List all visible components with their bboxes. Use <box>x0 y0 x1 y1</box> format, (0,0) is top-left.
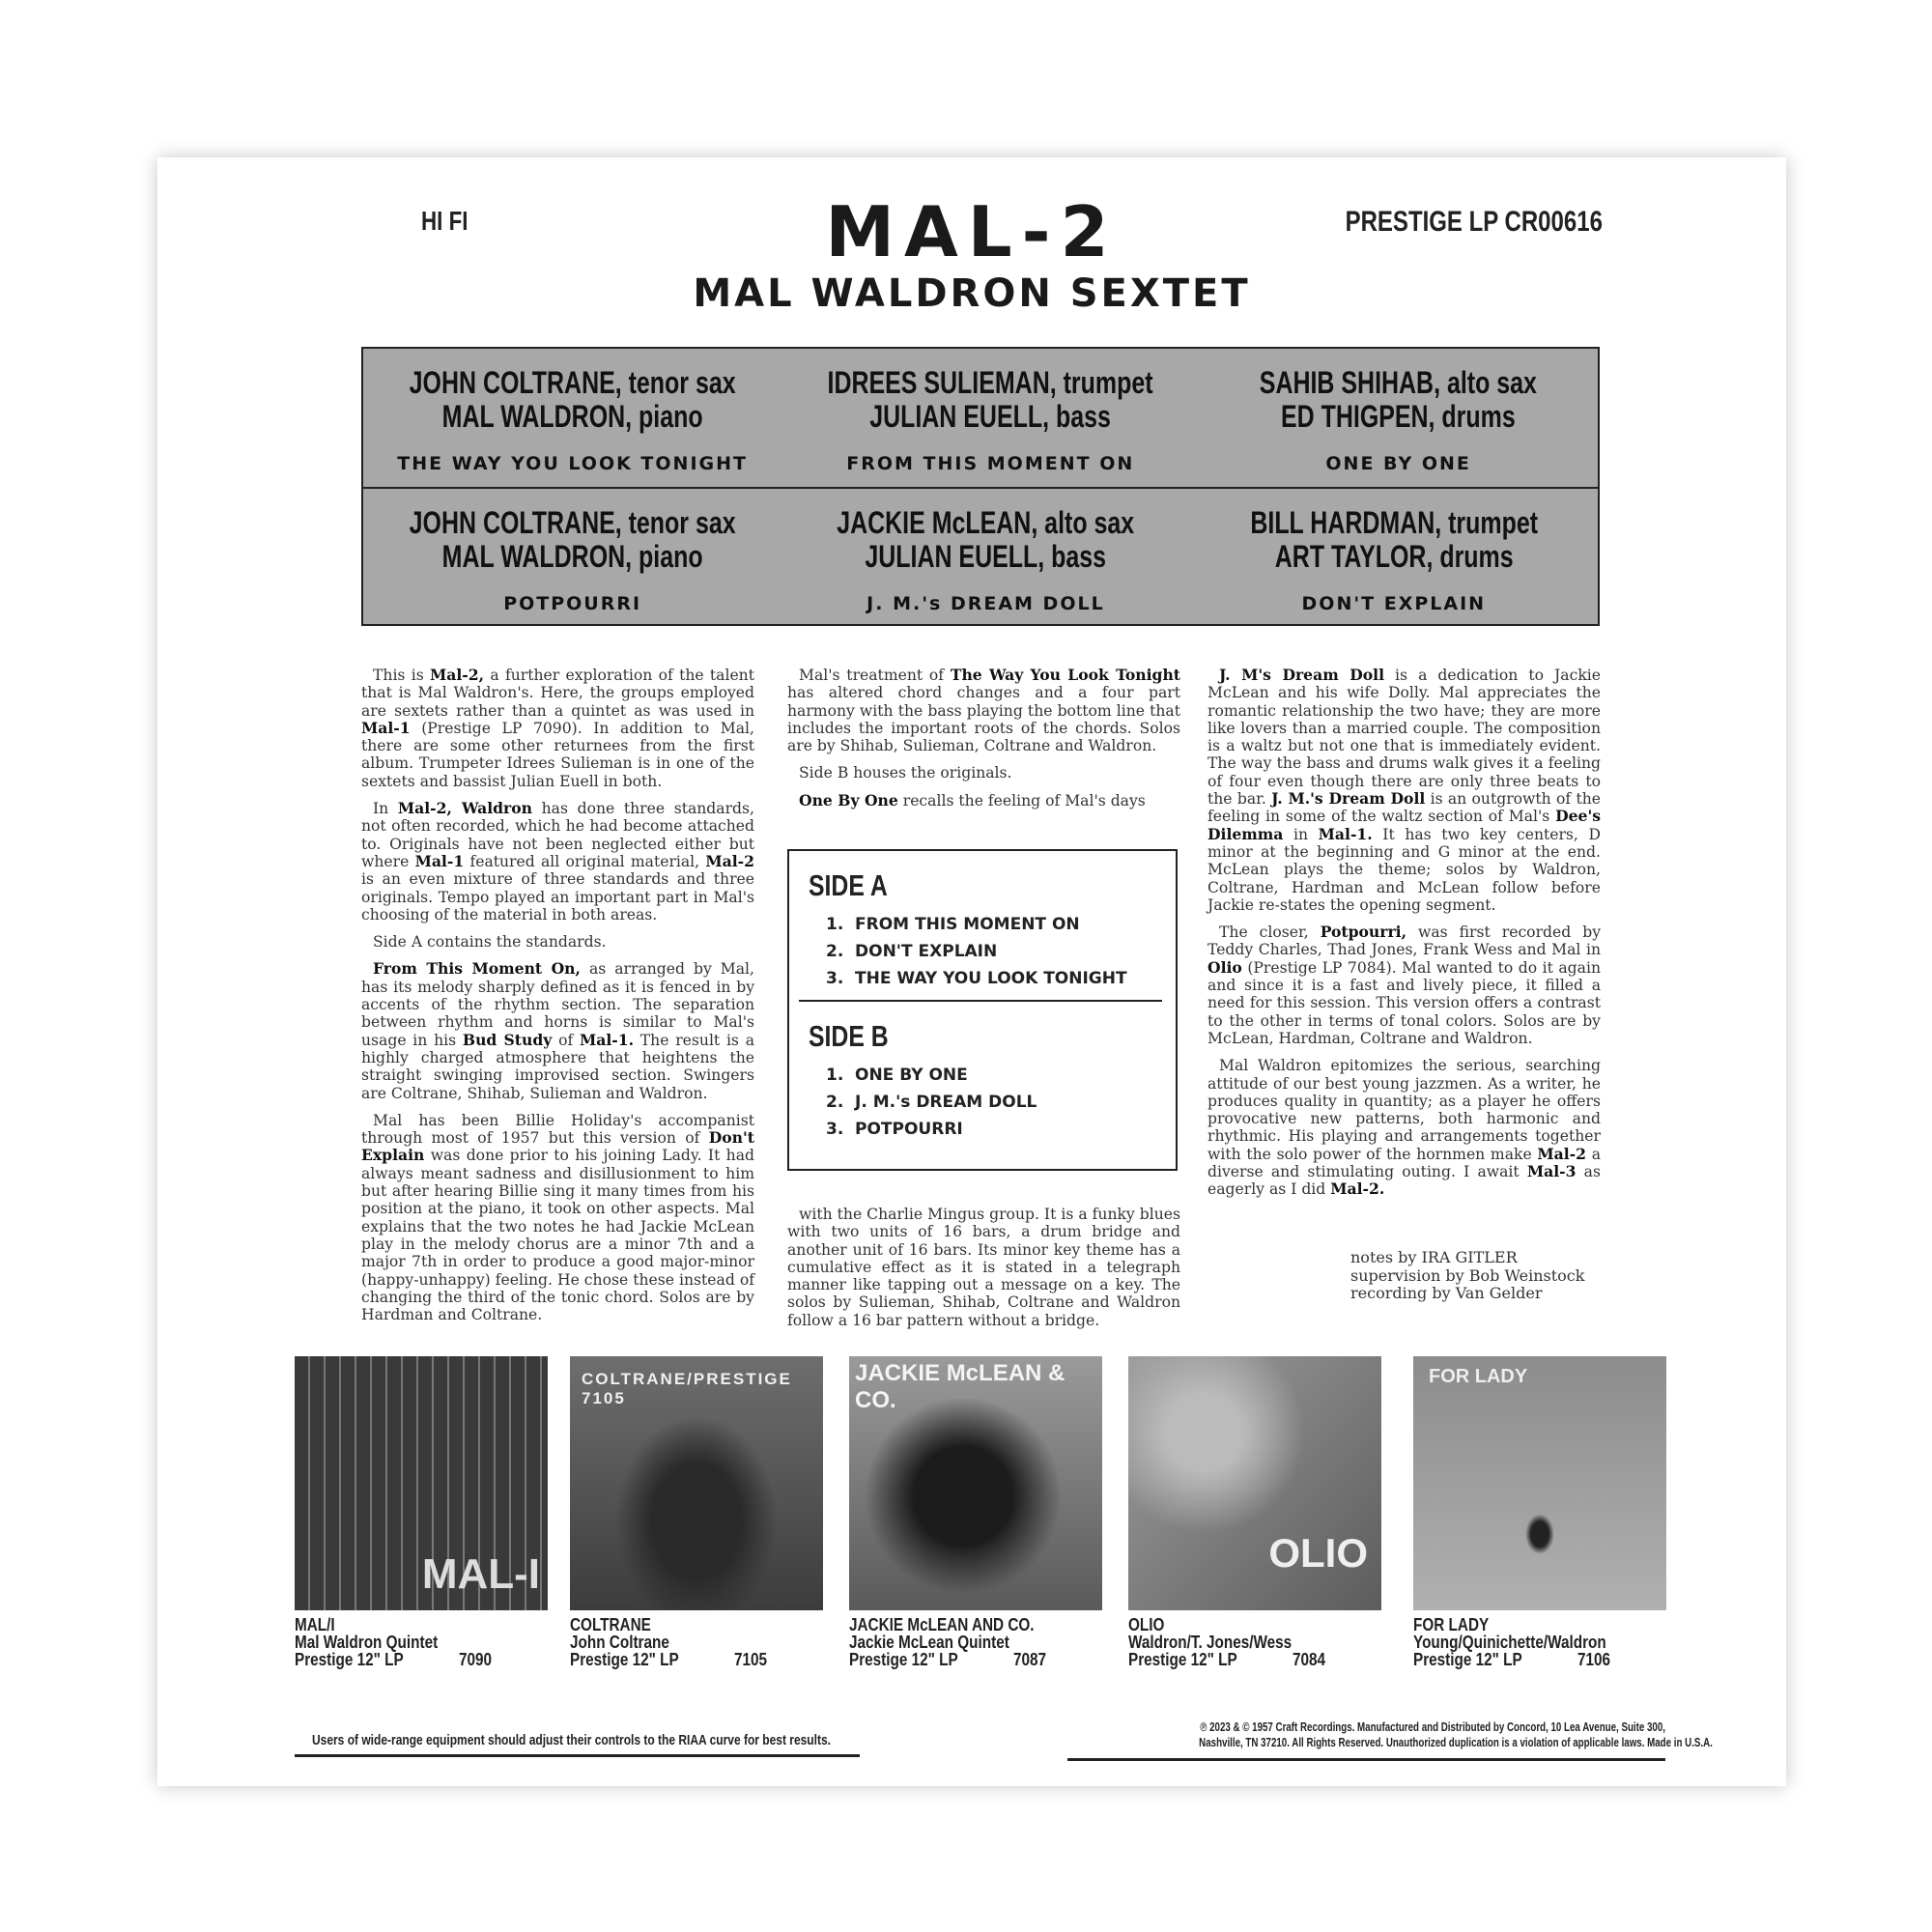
credits <box>1350 1249 1584 1303</box>
album-artist: Jackie McLean Quintet <box>849 1633 1009 1652</box>
track <box>826 965 1176 992</box>
tune-title: J. M.'s DREAM DOLL <box>867 593 1105 614</box>
track-number: 2. <box>826 942 844 961</box>
riaa-notice <box>295 1732 860 1757</box>
text-run: a further exploration of the talent that is Mal Waldron's. Here, the groups employed are sextets rather than a quintet as was used in <box>361 667 754 720</box>
cover-lettering: FOR LADY <box>1429 1366 1528 1387</box>
liner-notes-paragraph <box>361 1112 754 1324</box>
text-run: It has two key centers, D minor at the beginning and G minor at the end. McLean plays the theme; solos by Waldron, Coltrane, Hardman and McLean follow before Jackie re-states the opening segment. <box>1208 825 1601 914</box>
album-title: FOR LADY <box>1413 1615 1490 1634</box>
liner-notes-paragraph <box>1208 1057 1601 1198</box>
liner-notes-paragraph <box>361 667 754 790</box>
album-number: 7106 <box>1577 1650 1610 1669</box>
album-cover-image <box>849 1356 1102 1610</box>
album-title: MAL/I <box>295 1615 335 1634</box>
track-number: 1. <box>826 1065 844 1085</box>
album-card <box>1128 1356 1381 1668</box>
emphasis-text: Mal-1 <box>414 851 465 870</box>
text-run: is an outgrowth of the feeling in some of the waltz section of Mal's <box>1208 790 1601 826</box>
track <box>826 938 1176 965</box>
emphasis-text: Mal-2. <box>1330 1179 1385 1199</box>
emphasis-text: Don't Explain <box>361 1128 754 1165</box>
side-a-tracks <box>826 911 1176 992</box>
musician: JOHN COLTRANE, tenor sax <box>409 365 736 400</box>
album-caption <box>570 1616 825 1668</box>
album-cover-image <box>1413 1356 1666 1610</box>
text-run: (Prestige LP 7084). Mal wanted to do it again and since it is a fast and lively piece, it filled a need for this session. This version offers a contrast to the other in terms of tonal colors. Solos are by McLean, Hardman, Coltrane and Waldron. <box>1208 958 1601 1047</box>
tune-title: DON'T EXPLAIN <box>1301 593 1487 614</box>
text-run: in <box>1283 825 1319 843</box>
musician: ART TAYLOR, drums <box>1274 539 1514 574</box>
cover-lettering: JACKIE McLEAN & CO. <box>855 1360 1065 1413</box>
emphasis-text: J. M's Dream Doll <box>1219 666 1384 684</box>
liner-notes-paragraph <box>787 1206 1180 1329</box>
emphasis-text: Mal-3 <box>1526 1162 1577 1181</box>
text-run: a diverse and stimulating outing. I await <box>1208 1145 1601 1181</box>
liner-notes-column-2-continued <box>787 1206 1180 1339</box>
emphasis-text: Bud Study <box>462 1030 553 1049</box>
tune-title: FROM THIS MOMENT ON <box>846 453 1135 474</box>
musician: IDREES SULIEMAN, trumpet <box>827 365 1153 400</box>
text-run: is a dedication to Jackie McLean and his wife Dolly. Mal appreciates the romantic relationship the two have; they are more like lovers than a married couple. The composition is a waltz but not one that is immediately evident. The way the bass and drums walk gives it a feeling of four even though there are only three beats to the bar. <box>1208 667 1601 809</box>
cover-lettering: OLIO <box>1268 1530 1368 1576</box>
text-run: In <box>373 800 398 818</box>
personnel-cell <box>363 489 781 627</box>
side-a-heading: SIDE A <box>809 868 888 902</box>
text-run: Mal's treatment of <box>799 667 951 684</box>
emphasis-text: Potpourri, <box>1320 923 1407 942</box>
musician: JOHN COLTRANE, tenor sax <box>409 505 736 540</box>
album-card <box>295 1356 548 1668</box>
personnel-row <box>363 487 1598 627</box>
emphasis-text: Mal-2 <box>705 851 754 870</box>
text-run: as arranged by Mal, has its melody sharply defined as it is fenced in by accents of the rhythm section. The separation between rhythm and horns is similar to Mal's usage in his <box>361 960 754 1049</box>
musician: MAL WALDRON, piano <box>441 539 703 574</box>
text-run: The closer, <box>1219 923 1321 942</box>
liner-notes-paragraph <box>361 800 754 923</box>
album-format: Prestige 12" LP <box>570 1650 679 1669</box>
album-caption <box>1128 1616 1383 1668</box>
emphasis-text: One By One <box>799 790 898 810</box>
personnel-cell <box>1190 489 1598 627</box>
musician: JULIAN EUELL, bass <box>869 399 1112 434</box>
text-run: is an even mixture of three standards and three originals. Tempo played an important part in Mal's choosing of the material in both areas. <box>361 870 754 923</box>
credit-supervision: supervision by Bob Weinstock <box>1350 1265 1585 1285</box>
album-number: 7105 <box>733 1650 767 1669</box>
emphasis-text: The Way You Look Tonight <box>950 666 1180 684</box>
album-card <box>1413 1356 1666 1668</box>
track-title: FROM THIS MOMENT ON <box>855 915 1080 934</box>
text-run: was first recorded by Teddy Charles, Thad Jones, Frank Wess and Mal in <box>1208 923 1601 959</box>
text-run: was done prior to his joining Lady. It had always meant sadness and disillusionment to him but after hearing Billie sing it many times from his position at the piano, it took on other aspects. Mal explains that the two notes he had Jackie McLean play in the melody chorus are a minor 7th and a major 7th in order to produce a good major-minor (happy-unhappy) feeling. He chose these instead of changing the third of the tonic chord. Solos are by Hardman and Coltrane. <box>361 1147 754 1324</box>
text-run: of <box>552 1031 580 1049</box>
hifi-label: HI FI <box>421 206 469 236</box>
album-caption <box>849 1616 1104 1668</box>
divider <box>799 1000 1162 1002</box>
album-caption <box>295 1616 550 1668</box>
album-format: Prestige 12" LP <box>295 1650 404 1669</box>
album-cover-image <box>295 1356 548 1610</box>
album-artist: Young/Quinichette/Waldron <box>1413 1633 1606 1652</box>
tune-title: THE WAY YOU LOOK TONIGHT <box>397 453 748 474</box>
track-title: J. M.'s DREAM DOLL <box>855 1093 1037 1112</box>
album-back-cover <box>157 157 1786 1786</box>
track-number: 3. <box>826 1120 844 1139</box>
liner-notes-paragraph <box>1208 667 1601 914</box>
personnel-cell <box>363 349 781 487</box>
emphasis-text: Mal-2, <box>430 666 485 684</box>
album-artist: John Coltrane <box>570 1633 669 1652</box>
liner-notes-paragraph <box>787 667 1180 754</box>
emphasis-text: From This Moment On, <box>373 959 581 979</box>
album-format: Prestige 12" LP <box>1413 1650 1522 1669</box>
track-title: ONE BY ONE <box>855 1065 968 1085</box>
liner-notes-column-3 <box>1208 667 1601 1208</box>
track-title: POTPOURRI <box>855 1120 963 1139</box>
liner-notes-paragraph <box>361 960 754 1101</box>
album-title: OLIO <box>1128 1615 1165 1634</box>
album-format: Prestige 12" LP <box>849 1650 958 1669</box>
liner-notes-paragraph <box>787 764 1180 781</box>
legal-line: ℗ 2023 & © 1957 Craft Recordings. Manufactured and Distributed by Concord, 10 Lea Avenue, Suite 300, <box>1200 1720 1665 1734</box>
emphasis-text: Olio <box>1208 957 1242 977</box>
riaa-text: Users of wide-range equipment should adjust their controls to the RIAA curve for best results. <box>312 1732 831 1748</box>
album-title: JACKIE McLEAN AND CO. <box>849 1615 1035 1634</box>
legal-line: Nashville, TN 37210. All Rights Reserved. Unauthorized duplication is a violation of applicable laws. Made in U.S.A. <box>1199 1736 1713 1749</box>
musician: BILL HARDMAN, trumpet <box>1249 505 1538 540</box>
text-run: The result is a highly charged atmosphere that heightens the straight swinging improvised section. Swingers are Coltrane, Shihab, Sulieman and Waldron. <box>361 1031 754 1102</box>
text-run: with the Charlie Mingus group. It is a funky blues with two units of 16 bars, a drum bridge and another unit of 16 bars. Its minor key theme has a cumulative effect as it is stated in a telegraph manner like tapping out a message on a key. The solos by Sulieman, Shihab, Coltrane and Waldron follow a 16 bar pattern without a bridge. <box>787 1206 1180 1329</box>
album-subtitle: MAL WALDRON SEXTET <box>693 271 1251 316</box>
album-card <box>849 1356 1102 1668</box>
emphasis-text: Dee's Dilemma <box>1208 807 1601 843</box>
track <box>826 911 1176 938</box>
emphasis-text: Mal-1. <box>1318 824 1373 843</box>
track-title: THE WAY YOU LOOK TONIGHT <box>855 969 1127 988</box>
album-artist: Waldron/T. Jones/Wess <box>1128 1633 1293 1652</box>
track-number: 1. <box>826 915 844 934</box>
album-title: COLTRANE <box>570 1615 651 1634</box>
musician: JACKIE McLEAN, alto sax <box>837 505 1135 540</box>
track-number: 2. <box>826 1093 844 1112</box>
personnel-cell <box>1199 349 1598 487</box>
liner-notes-column-1 <box>361 667 754 1333</box>
liner-notes-paragraph <box>787 792 1180 810</box>
side-b-heading: SIDE B <box>809 1019 889 1053</box>
album-caption <box>1413 1616 1668 1668</box>
text-run: recalls the feeling of Mal's days <box>897 791 1146 810</box>
album-number: 7084 <box>1292 1650 1325 1669</box>
personnel-cell <box>781 489 1189 627</box>
emphasis-text: Mal-1 <box>361 718 411 737</box>
track-title: DON'T EXPLAIN <box>855 942 998 961</box>
text-run: has altered chord changes and a four part harmony with the bass playing the bottom line that includes the important roots of the chords. Solos are by Shihab, Sulieman, Coltrane and Waldron. <box>787 684 1180 755</box>
text-run: as eagerly as I did <box>1208 1163 1601 1199</box>
album-number: 7090 <box>458 1650 492 1669</box>
personnel-panel <box>361 347 1600 626</box>
text-run: Mal Waldron epitomizes the serious, searching attitude of our best young jazzmen. As a writer, he produces quality in quantity; as a player he offers provocative new patterns, both harmonic and rhythmic. His playing and arrangements together with the solo power of the hornmen make <box>1208 1057 1601 1163</box>
emphasis-text: Mal-1. <box>579 1030 635 1049</box>
album-artist: Mal Waldron Quintet <box>295 1633 439 1652</box>
credit-recording: recording by Van Gelder <box>1350 1284 1543 1302</box>
tune-title: ONE BY ONE <box>1325 453 1471 474</box>
track <box>826 1089 1176 1116</box>
text-run: featured all original material, <box>464 852 706 870</box>
musician: MAL WALDRON, piano <box>441 399 703 434</box>
musician: JULIAN EUELL, bass <box>865 539 1107 574</box>
catalog-number: PRESTIGE LP CR00616 <box>1345 206 1603 238</box>
track <box>826 1116 1176 1143</box>
liner-notes-paragraph <box>361 933 754 951</box>
cover-lettering: COLTRANE/PRESTIGE 7105 <box>582 1370 792 1407</box>
text-run: Side A contains the standards. <box>373 933 607 952</box>
side-b-tracks <box>826 1062 1176 1143</box>
liner-notes-paragraph <box>1208 923 1601 1047</box>
track-list <box>787 849 1178 1171</box>
album-title: MAL-2 <box>825 191 1119 272</box>
cover-lettering: MAL-I <box>421 1550 540 1598</box>
liner-notes-column-2 <box>787 667 1180 819</box>
text-run: Side B houses the originals. <box>799 764 1012 782</box>
musician: SAHIB SHIHAB, alto sax <box>1260 365 1538 400</box>
emphasis-text: Mal-2, Waldron <box>397 799 533 818</box>
track <box>826 1062 1176 1089</box>
album-cover-image <box>1128 1356 1381 1610</box>
text-run: has done three standards, not often recorded, which he had become attached to. Originals have not been neglected either but where <box>361 800 754 870</box>
text-run: (Prestige LP 7090). In addition to Mal, there are some other returnees from the first album. Trumpeter Idrees Sulieman is in one of the sextets and bassist Julian Euell in both. <box>361 719 754 790</box>
credit-notes: notes by IRA GITLER <box>1350 1248 1518 1266</box>
tune-title: POTPOURRI <box>503 593 642 614</box>
emphasis-text: Mal-2 <box>1537 1144 1586 1163</box>
musician: ED THIGPEN, drums <box>1281 399 1516 434</box>
album-format: Prestige 12" LP <box>1128 1650 1237 1669</box>
text-run: Mal has been Billie Holiday's accompanist through most of 1957 but this version of <box>361 1111 754 1148</box>
personnel-row <box>363 349 1598 487</box>
personnel-cell <box>781 349 1199 487</box>
track-number: 3. <box>826 969 844 988</box>
album-number: 7087 <box>1012 1650 1046 1669</box>
album-cover-image <box>570 1356 823 1610</box>
text-run: This is <box>373 667 431 684</box>
emphasis-text: J. M.'s Dream Doll <box>1271 789 1426 809</box>
album-card <box>570 1356 823 1668</box>
legal-notice <box>1067 1719 1713 1761</box>
